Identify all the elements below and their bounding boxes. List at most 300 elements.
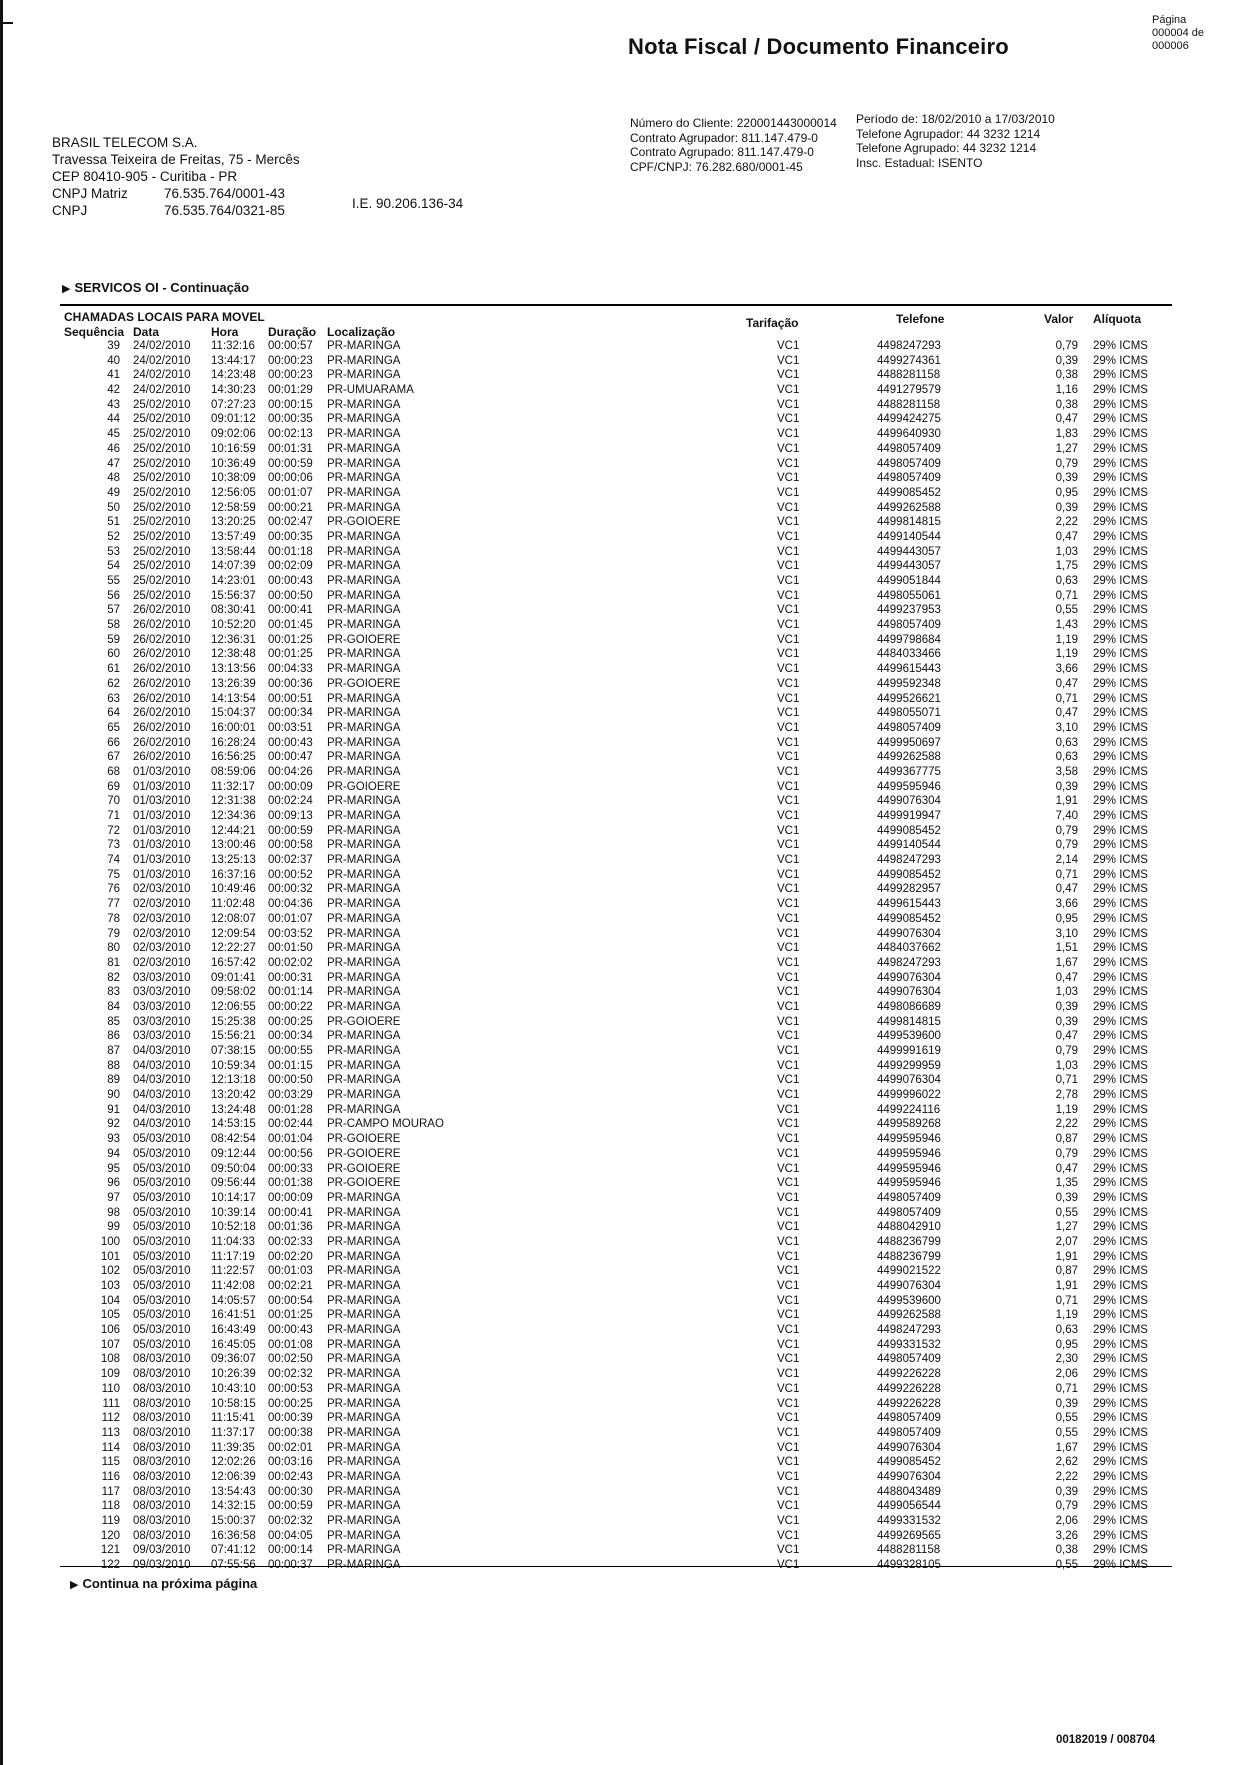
cell-duracao: 00:02:50 — [268, 1353, 313, 1366]
table-row — [0, 618, 1252, 633]
cell-data: 08/03/2010 — [133, 1529, 191, 1542]
cell-tarifacao: VC1 — [777, 1221, 800, 1234]
cell-hora: 16:41:51 — [211, 1309, 256, 1322]
cell-aliquota: 29% ICMS — [1093, 707, 1148, 720]
cell-duracao: 00:01:25 — [268, 648, 313, 661]
cell-aliquota: 29% ICMS — [1093, 986, 1148, 999]
cell-duracao: 00:00:36 — [268, 677, 313, 690]
cell-duracao: 00:00:43 — [268, 736, 313, 749]
table-row — [0, 1117, 1252, 1132]
table-row — [0, 853, 1252, 868]
cell-aliquota: 29% ICMS — [1093, 692, 1148, 705]
table-row — [0, 1029, 1252, 1044]
cell-aliquota: 29% ICMS — [1093, 604, 1148, 617]
cell-valor: 0,79 — [1055, 839, 1078, 852]
cell-valor: 2,62 — [1055, 1456, 1078, 1469]
cell-valor: 1,91 — [1055, 1280, 1078, 1292]
cell-sequencia: 47 — [107, 457, 120, 470]
cell-localizacao: PR-GOIOERE — [327, 1015, 401, 1028]
table-row — [0, 1088, 1252, 1103]
cell-valor: 3,10 — [1055, 927, 1078, 940]
cell-hora: 12:09:54 — [211, 927, 256, 940]
cell-valor: 1,19 — [1055, 633, 1078, 646]
cell-aliquota: 29% ICMS — [1093, 384, 1148, 397]
cell-localizacao: PR-MARINGA — [327, 413, 401, 426]
cell-sequencia: 44 — [107, 413, 120, 426]
cell-valor: 1,91 — [1055, 1250, 1078, 1263]
cell-sequencia: 88 — [107, 1059, 120, 1072]
cell-telefone: 4498057409 — [877, 1206, 941, 1219]
header-valor: Valor — [1044, 312, 1074, 326]
cell-sequencia: 103 — [100, 1280, 120, 1292]
cnpj-matriz-value: 76.535.764/0001-43 — [164, 186, 285, 201]
cell-duracao: 00:01:45 — [268, 619, 313, 632]
cell-duracao: 00:01:15 — [268, 1059, 313, 1072]
cell-telefone: 4499282957 — [877, 883, 941, 896]
cell-valor: 3,58 — [1055, 765, 1078, 778]
table-row — [0, 515, 1252, 530]
cell-tarifacao: VC1 — [777, 1059, 800, 1072]
cell-telefone: 4499085452 — [877, 868, 941, 881]
cell-sequencia: 106 — [100, 1324, 120, 1337]
cell-data: 01/03/2010 — [133, 780, 191, 793]
cell-hora: 10:58:15 — [211, 1397, 256, 1410]
cell-localizacao: PR-MARINGA — [327, 1045, 401, 1057]
cell-aliquota: 29% ICMS — [1093, 1426, 1148, 1439]
cell-tarifacao: VC1 — [777, 1015, 800, 1028]
table-row — [0, 941, 1252, 956]
cell-tarifacao: VC1 — [777, 545, 800, 558]
cell-data: 02/03/2010 — [133, 942, 191, 955]
table-row — [0, 1470, 1252, 1485]
cell-sequencia: 62 — [107, 677, 120, 690]
cell-hora: 12:13:18 — [211, 1074, 256, 1087]
cell-tarifacao: VC1 — [777, 1470, 800, 1483]
cell-data: 08/03/2010 — [133, 1470, 191, 1483]
cell-localizacao: PR-MARINGA — [327, 883, 401, 896]
cell-hora: 14:30:23 — [211, 384, 256, 397]
cell-tarifacao: VC1 — [777, 1544, 800, 1557]
cell-localizacao: PR-GOIOERE — [327, 1162, 401, 1175]
cell-hora: 10:49:46 — [211, 883, 256, 896]
cell-localizacao: PR-MARINGA — [327, 1235, 401, 1248]
cell-aliquota: 29% ICMS — [1093, 795, 1148, 808]
cell-tarifacao: VC1 — [777, 1368, 800, 1381]
cell-hora: 12:08:07 — [211, 912, 256, 925]
cell-localizacao: PR-MARINGA — [327, 721, 401, 734]
cell-data: 26/02/2010 — [133, 663, 191, 676]
cell-data: 05/03/2010 — [133, 1309, 191, 1322]
cell-telefone: 4499051844 — [877, 575, 941, 587]
cell-data: 24/02/2010 — [133, 340, 191, 352]
cell-sequencia: 77 — [107, 898, 120, 911]
scan-mark — [3, 22, 13, 34]
cell-hora: 11:22:57 — [211, 1265, 255, 1278]
cell-hora: 11:32:17 — [211, 780, 255, 793]
cell-aliquota: 29% ICMS — [1093, 545, 1148, 558]
cell-telefone: 4499226228 — [877, 1368, 941, 1381]
cell-duracao: 00:00:25 — [268, 1015, 313, 1028]
cell-sequencia: 105 — [100, 1309, 120, 1322]
cell-valor: 0,47 — [1055, 1030, 1078, 1043]
continue-note — [70, 1576, 257, 1591]
cell-aliquota: 29% ICMS — [1093, 1500, 1148, 1513]
cell-sequencia: 45 — [107, 428, 120, 441]
table-row — [0, 809, 1252, 824]
cell-data: 08/03/2010 — [133, 1397, 191, 1410]
cell-sequencia: 101 — [100, 1250, 120, 1263]
cell-aliquota: 29% ICMS — [1093, 530, 1148, 543]
cell-data: 26/02/2010 — [133, 604, 191, 617]
document-title: Nota Fiscal / Documento Financeiro — [628, 34, 1009, 59]
cell-sequencia: 42 — [107, 384, 120, 397]
cell-localizacao: PR-MARINGA — [327, 1544, 401, 1557]
cell-telefone: 4499589268 — [877, 1118, 941, 1131]
cell-localizacao: PR-MARINGA — [327, 898, 401, 911]
cell-hora: 11:04:33 — [211, 1235, 255, 1248]
cell-localizacao: PR-GOIOERE — [327, 1147, 401, 1160]
page-number-total: 000006 — [1152, 40, 1189, 52]
cell-sequencia: 98 — [107, 1206, 120, 1219]
cell-aliquota: 29% ICMS — [1093, 765, 1148, 778]
cell-data: 02/03/2010 — [133, 912, 191, 925]
cell-aliquota: 29% ICMS — [1093, 457, 1148, 470]
cell-telefone: 4499331532 — [877, 1515, 941, 1527]
cell-hora: 14:32:15 — [211, 1500, 256, 1513]
cell-localizacao: PR-MARINGA — [327, 428, 401, 441]
cell-telefone: 4498057409 — [877, 457, 941, 470]
cell-data: 08/03/2010 — [133, 1426, 191, 1439]
cell-valor: 0,38 — [1055, 1544, 1078, 1557]
cell-sequencia: 96 — [107, 1177, 120, 1190]
cell-data: 05/03/2010 — [133, 1324, 191, 1337]
triangle-right-icon: ▶ — [70, 1579, 79, 1591]
cell-tarifacao: VC1 — [777, 1162, 800, 1175]
cell-duracao: 00:01:36 — [268, 1221, 313, 1234]
cell-data: 04/03/2010 — [133, 1074, 191, 1087]
table-row — [0, 368, 1252, 383]
cell-duracao: 00:04:33 — [268, 663, 313, 676]
cell-aliquota: 29% ICMS — [1093, 1030, 1148, 1043]
cell-data: 08/03/2010 — [133, 1441, 191, 1454]
cell-tarifacao: VC1 — [777, 1133, 800, 1146]
cell-localizacao: PR-GOIOERE — [327, 780, 401, 793]
cell-data: 08/03/2010 — [133, 1485, 191, 1498]
cell-duracao: 00:01:07 — [268, 486, 313, 499]
table-row — [0, 1426, 1252, 1441]
cell-localizacao: PR-MARINGA — [327, 1103, 401, 1116]
cell-valor: 0,39 — [1055, 780, 1078, 793]
table-row — [0, 1044, 1252, 1059]
table-row — [0, 1059, 1252, 1074]
cell-localizacao: PR-MARINGA — [327, 1382, 401, 1395]
cell-duracao: 00:02:13 — [268, 428, 313, 441]
cell-telefone: 4499539600 — [877, 1294, 941, 1307]
cell-telefone: 4498247293 — [877, 1324, 941, 1337]
cell-aliquota: 29% ICMS — [1093, 1544, 1148, 1557]
company-cnpj-matriz-row — [52, 185, 300, 202]
cell-telefone: 4499299959 — [877, 1059, 941, 1072]
cell-duracao: 00:00:43 — [268, 1324, 313, 1337]
cell-valor: 0,47 — [1055, 413, 1078, 426]
cell-sequencia: 56 — [107, 589, 120, 602]
cell-aliquota: 29% ICMS — [1093, 942, 1148, 955]
cell-duracao: 00:00:41 — [268, 1206, 313, 1219]
cell-localizacao: PR-GOIOERE — [327, 677, 401, 690]
cell-sequencia: 58 — [107, 619, 120, 632]
cell-localizacao: PR-MARINGA — [327, 912, 401, 925]
cell-telefone: 4488281158 — [877, 1544, 941, 1557]
contrato-agrupado: Contrato Agrupado: 811.147.479-0 — [630, 145, 814, 159]
table-row — [0, 692, 1252, 707]
cell-hora: 16:37:16 — [211, 868, 256, 881]
table-row — [0, 1235, 1252, 1250]
cell-data: 26/02/2010 — [133, 707, 191, 720]
cell-localizacao: PR-MARINGA — [327, 575, 401, 587]
cell-data: 01/03/2010 — [133, 765, 191, 778]
cell-aliquota: 29% ICMS — [1093, 927, 1148, 940]
cell-telefone: 4488042910 — [877, 1221, 941, 1234]
cell-sequencia: 41 — [107, 369, 120, 382]
cell-duracao: 00:00:35 — [268, 413, 313, 426]
cell-duracao: 00:00:50 — [268, 1074, 313, 1087]
cell-hora: 07:41:12 — [211, 1544, 256, 1557]
cell-tarifacao: VC1 — [777, 560, 800, 573]
cell-sequencia: 46 — [107, 442, 120, 455]
cell-hora: 14:05:57 — [211, 1294, 256, 1307]
cell-data: 26/02/2010 — [133, 721, 191, 734]
cell-data: 08/03/2010 — [133, 1456, 191, 1469]
cell-aliquota: 29% ICMS — [1093, 648, 1148, 661]
table-row — [0, 1367, 1252, 1382]
cell-sequencia: 109 — [100, 1368, 120, 1381]
cell-sequencia: 87 — [107, 1045, 120, 1057]
company-cep: CEP 80410-905 - Curitiba - PR — [52, 169, 238, 184]
table-row — [0, 1132, 1252, 1147]
cell-telefone: 4499262588 — [877, 751, 941, 764]
cell-hora: 08:42:54 — [211, 1133, 256, 1146]
cell-aliquota: 29% ICMS — [1093, 619, 1148, 632]
table-row — [0, 1220, 1252, 1235]
company-block — [52, 134, 300, 219]
cell-data: 05/03/2010 — [133, 1221, 191, 1234]
cell-telefone: 4498055061 — [877, 589, 941, 602]
cell-hora: 16:56:25 — [211, 751, 256, 764]
cell-sequencia: 115 — [101, 1456, 120, 1469]
cell-valor: 0,95 — [1055, 1338, 1078, 1351]
cell-data: 05/03/2010 — [133, 1250, 191, 1263]
cell-aliquota: 29% ICMS — [1093, 486, 1148, 499]
cell-hora: 09:01:41 — [211, 971, 256, 984]
cell-tarifacao: VC1 — [777, 986, 800, 999]
cell-aliquota: 29% ICMS — [1093, 501, 1148, 514]
cell-valor: 0,79 — [1055, 824, 1078, 837]
cell-tarifacao: VC1 — [777, 457, 800, 470]
cell-valor: 1,03 — [1055, 986, 1078, 999]
cell-aliquota: 29% ICMS — [1093, 340, 1148, 352]
cell-tarifacao: VC1 — [777, 692, 800, 705]
cell-localizacao: PR-GOIOERE — [327, 1133, 401, 1146]
table-row — [0, 545, 1252, 560]
table-row — [0, 354, 1252, 369]
cell-sequencia: 50 — [107, 501, 120, 514]
company-address: Travessa Teixeira de Freitas, 75 - Mercês — [52, 152, 300, 167]
cell-duracao: 00:00:06 — [268, 472, 313, 485]
page-number-label: Página — [1152, 14, 1187, 26]
table-row — [0, 1250, 1252, 1265]
table-row — [0, 721, 1252, 736]
periodo: Período de: 18/02/2010 a 17/03/2010 — [856, 112, 1055, 126]
cell-localizacao: PR-MARINGA — [327, 1456, 401, 1469]
cell-localizacao: PR-MARINGA — [327, 1324, 401, 1337]
table-row — [0, 1455, 1252, 1470]
cell-aliquota: 29% ICMS — [1093, 1382, 1148, 1395]
cell-sequencia: 54 — [107, 560, 120, 573]
cell-valor: 2,78 — [1055, 1089, 1078, 1102]
cell-valor: 1,16 — [1055, 384, 1078, 397]
cell-telefone: 4499076304 — [877, 986, 941, 999]
cell-hora: 15:56:37 — [211, 589, 256, 602]
cell-data: 26/02/2010 — [133, 633, 191, 646]
table-row — [0, 662, 1252, 677]
cell-sequencia: 95 — [107, 1162, 120, 1175]
cell-telefone: 4499592348 — [877, 677, 941, 690]
cell-duracao: 00:01:28 — [268, 1103, 313, 1116]
cell-aliquota: 29% ICMS — [1093, 1397, 1148, 1410]
cell-sequencia: 51 — [107, 516, 120, 529]
cell-aliquota: 29% ICMS — [1093, 1456, 1148, 1469]
cell-duracao: 00:00:32 — [268, 883, 313, 896]
cell-duracao: 00:00:59 — [268, 824, 313, 837]
cell-aliquota: 29% ICMS — [1093, 1529, 1148, 1542]
cell-hora: 15:00:37 — [211, 1515, 256, 1527]
cell-duracao: 00:02:33 — [268, 1235, 313, 1248]
cell-telefone: 4499595946 — [877, 1162, 941, 1175]
cell-valor: 3,66 — [1055, 663, 1078, 676]
cell-sequencia: 81 — [107, 956, 120, 969]
header-data: Data — [133, 325, 160, 339]
cell-sequencia: 48 — [107, 472, 120, 485]
cell-valor: 0,79 — [1055, 1147, 1078, 1160]
cell-duracao: 00:00:57 — [268, 340, 313, 352]
cell-sequencia: 93 — [107, 1133, 120, 1146]
cell-sequencia: 94 — [107, 1147, 120, 1160]
cell-telefone: 4498057409 — [877, 442, 941, 455]
cell-hora: 10:38:09 — [211, 472, 256, 485]
cell-valor: 1,27 — [1055, 1221, 1078, 1234]
cell-duracao: 00:00:33 — [268, 1162, 313, 1175]
cell-valor: 0,79 — [1055, 340, 1078, 352]
cell-valor: 0,47 — [1055, 883, 1078, 896]
cell-data: 03/03/2010 — [133, 971, 191, 984]
cell-telefone: 4499085452 — [877, 824, 941, 837]
cell-telefone: 4499262588 — [877, 501, 941, 514]
cell-duracao: 00:00:59 — [268, 1500, 313, 1513]
cell-telefone: 4498057409 — [877, 1412, 941, 1425]
cell-data: 05/03/2010 — [133, 1294, 191, 1307]
cell-duracao: 00:02:43 — [268, 1470, 313, 1483]
cell-valor: 0,39 — [1055, 354, 1078, 367]
cell-duracao: 00:01:14 — [268, 986, 313, 999]
cell-tarifacao: VC1 — [777, 1500, 800, 1513]
cell-aliquota: 29% ICMS — [1093, 1515, 1148, 1527]
cell-duracao: 00:00:50 — [268, 589, 313, 602]
header-telefone: Telefone — [896, 312, 945, 326]
cell-tarifacao: VC1 — [777, 413, 800, 426]
cell-localizacao: PR-MARINGA — [327, 619, 401, 632]
cell-localizacao: PR-MARINGA — [327, 956, 401, 969]
cell-duracao: 00:00:23 — [268, 369, 313, 382]
cell-sequencia: 78 — [107, 912, 120, 925]
cell-hora: 12:56:05 — [211, 486, 256, 499]
cell-data: 26/02/2010 — [133, 692, 191, 705]
cell-localizacao: PR-MARINGA — [327, 340, 401, 352]
cell-valor: 0,63 — [1055, 575, 1078, 587]
cell-telefone: 4499076304 — [877, 1074, 941, 1087]
table-row — [0, 912, 1252, 927]
cell-aliquota: 29% ICMS — [1093, 1368, 1148, 1381]
cell-localizacao: PR-UMUARAMA — [327, 384, 414, 397]
cell-sequencia: 73 — [107, 839, 120, 852]
cell-tarifacao: VC1 — [777, 912, 800, 925]
cell-data: 26/02/2010 — [133, 677, 191, 690]
cell-telefone: 4499269565 — [877, 1529, 941, 1542]
cell-data: 25/02/2010 — [133, 545, 191, 558]
cell-hora: 10:16:59 — [211, 442, 256, 455]
cell-hora: 12:02:26 — [211, 1456, 256, 1469]
cell-sequencia: 72 — [107, 824, 120, 837]
cell-telefone: 4499919947 — [877, 810, 941, 822]
cell-aliquota: 29% ICMS — [1093, 1118, 1148, 1131]
cell-sequencia: 57 — [107, 604, 120, 617]
cell-hora: 12:06:39 — [211, 1470, 256, 1483]
cell-tarifacao: VC1 — [777, 1309, 800, 1322]
cell-sequencia: 43 — [107, 398, 120, 411]
cell-hora: 15:04:37 — [211, 707, 256, 720]
cell-data: 04/03/2010 — [133, 1103, 191, 1116]
cell-duracao: 00:00:52 — [268, 868, 313, 881]
cell-aliquota: 29% ICMS — [1093, 971, 1148, 984]
cell-localizacao: PR-MARINGA — [327, 1206, 401, 1219]
cell-data: 24/02/2010 — [133, 369, 191, 382]
cell-data: 03/03/2010 — [133, 1030, 191, 1043]
cell-sequencia: 55 — [107, 575, 120, 587]
table-row — [0, 882, 1252, 897]
table-row — [0, 1103, 1252, 1118]
cell-aliquota: 29% ICMS — [1093, 1265, 1148, 1278]
cell-hora: 11:39:35 — [211, 1441, 255, 1454]
cell-sequencia: 83 — [107, 986, 120, 999]
cell-sequencia: 74 — [107, 854, 120, 867]
page-number — [1152, 14, 1222, 53]
cell-hora: 13:20:42 — [211, 1089, 256, 1102]
cell-duracao: 00:00:56 — [268, 1147, 313, 1160]
cnpj-value: 76.535.764/0321-85 — [164, 203, 285, 218]
cell-tarifacao: VC1 — [777, 795, 800, 808]
cell-valor: 0,39 — [1055, 1485, 1078, 1498]
cell-hora: 10:52:18 — [211, 1221, 256, 1234]
cell-duracao: 00:00:09 — [268, 1191, 313, 1204]
cell-tarifacao: VC1 — [777, 619, 800, 632]
cell-sequencia: 92 — [107, 1118, 120, 1131]
cell-sequencia: 76 — [107, 883, 120, 896]
cell-data: 25/02/2010 — [133, 413, 191, 426]
cell-duracao: 00:00:22 — [268, 1000, 313, 1013]
cell-telefone: 4499615443 — [877, 898, 941, 911]
cell-telefone: 4484033466 — [877, 648, 941, 661]
cell-valor: 1,91 — [1055, 795, 1078, 808]
cell-aliquota: 29% ICMS — [1093, 1309, 1148, 1322]
